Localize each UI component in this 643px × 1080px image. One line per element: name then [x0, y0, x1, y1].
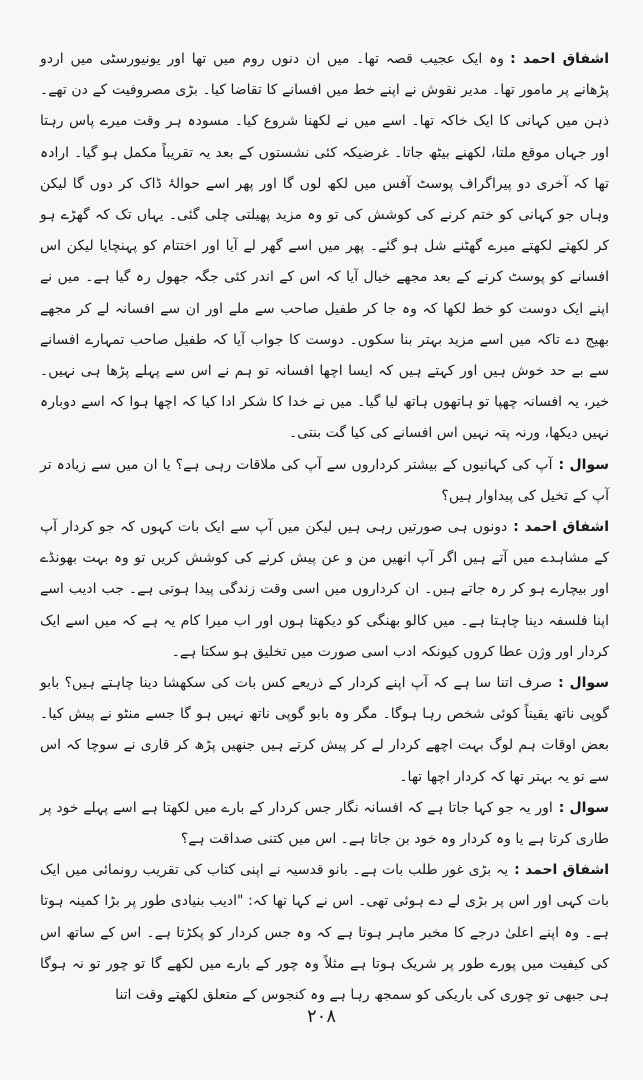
page-number: ۲۰۸: [306, 1006, 336, 1027]
speaker-label: سوال :: [558, 456, 610, 473]
paragraph-2: [40, 450, 609, 512]
paragraph-text: آپ کی کہانیوں کے بیشتر کرداروں سے آپ کی ملاقات رہی ہے؟ یا ان میں سے زیادہ تر آپ کے تخیل کی پیداوار ہیں؟: [40, 456, 609, 504]
paragraph-text: یہ بڑی غور طلب بات ہے۔ بانو قدسیہ نے اپنی کتاب کی تقریب رونمائی میں ایک بات کہی اور اس پر بڑی لے دے ہوئی تھی۔ اس نے کہا تھا کہ: "ادیب بنیادی طور پر بڑا کمینہ ہوتا ہے۔ وہ اپنے اعلیٰ درجے کا مخبر ماہر ہوتا ہے کہ وہ جس کردار کو پکڑتا ہے۔ اس کے ساتھ اس کی کیفیت میں پورے طور پر شریک ہوتا ہے مثلاً وہ چور کے بارے میں لکھے گا تو چور تو نہ ہوگا ہی جبھی تو چوری کی باریکی کو سمجھ رہا ہے وہ کنجوس کے متعلق لکھتے وقت اتنا: [40, 862, 609, 1004]
paragraph-text: دونوں ہی صورتیں رہی ہیں لیکن میں آپ سے ایک بات کہوں کہ جو کردار آپ کے مشاہدے میں آتے ہیں اگر آپ انھیں من و عن پیش کرنے کی کوشش کریں تو وہ بہت بھونڈے اور بیچارے ہو کر رہ جاتے ہیں۔ ان کرداروں میں اسی وقت زندگی پیدا ہوتی ہے۔ جب ادیب اسے اپنا فلسفہ دینا چاہتا ہے۔ میں کالو بھنگی کو دیکھتا ہوں اور اب میرا کام یہ ہے کہ میں اسے ایک کردار اور وژن عطا کروں کیونکہ ادب اسی صورت میں تخلیق ہو سکتا ہے۔: [40, 519, 609, 660]
speaker-label: سوال :: [558, 675, 610, 692]
speaker-label: اشفاق احمد :: [513, 519, 609, 536]
paragraph-1: [40, 44, 609, 450]
paragraph-text: وہ ایک عجیب قصہ تھا۔ میں ان دنوں روم میں تھا اور یونیورسٹی میں اردو پڑھانے پر مامور تھا۔ مدیر نقوش نے اپنے خط میں افسانے کا تقاضا کیا۔ بڑی مصروفیت کے دن تھے۔ ذہن میں کہانی کا ایک خاکہ تھا۔ اسے میں نے لکھنا شروع کیا۔ مسودہ ہر وقت میرے پاس رہتا اور جہاں موقع ملتا، لکھنے بیٹھ جاتا۔ غرضیکہ کئی نشستوں کے بعد یہ تقریباً مکمل ہو گیا۔ ارادہ تھا کہ آخری دو پیراگراف پوسٹ آفس میں لکھ لوں گا اور پھر اسے حوالۂ ڈاک کر دوں گا لیکن وہاں جو کہانی کو ختم کرنے کی کوشش کی تو وہ مزید پھیلتی چلی گئی۔ یہاں تک کہ گھڑے ہو کر لکھتے لکھتے میرے گھٹنے شل ہو گئے۔ پھر میں اسے گھر لے آیا اور اختتام کو پہنچایا لیکن اس افسانے کو پوسٹ کرنے کے بعد مجھے خیال آیا کہ اس کے اندر کئی جگہ جھول رہ گیا ہے۔ میں نے اپنے ایک دوست کو خط لکھا کہ وہ جا کر طفیل صاحب سے ملے اور ان سے افسانہ لے کر مجھے بھیج دے تاکہ میں اسے مزید بہتر بنا سکوں۔ دوست کا جواب آیا کہ طفیل صاحب تمہارے افسانے سے بے حد خوش ہیں اور کہتے ہیں کہ ایسا اچھا افسانہ تو ہم نے اس سے پہلے پڑھا ہی نہیں۔ خیر، یہ افسانہ چھپا تو ہاتھوں ہاتھ لیا گیا۔ میں نے خدا کا شکر ادا کیا کہ اچھا ہوا کہ اسے دوبارہ نہیں دیکھا، ورنہ پتہ نہیں اس افسانے کی کیا گت بنتی۔: [40, 51, 609, 442]
paragraph-text: اور یہ جو کہا جاتا ہے کہ افسانہ نگار جس کردار کے بارے میں لکھتا ہے اسے پہلے خود پر طاری کرتا ہے یا وہ کردار وہ خود بن جاتا ہے۔ اس میں کتنی صداقت ہے؟: [40, 799, 609, 848]
paragraph-6: [40, 855, 609, 1011]
speaker-label: اشفاق احمد :: [510, 51, 609, 67]
speaker-label: سوال :: [558, 799, 609, 816]
paragraph-4: [40, 668, 609, 793]
body-text: [40, 44, 609, 1011]
speaker-label: اشفاق احمد :: [514, 862, 610, 879]
paragraph-5: [40, 793, 609, 855]
paragraph-3: [40, 512, 609, 668]
paragraph-text: صرف اتنا سا ہے کہ آپ اپنے کردار کے ذریعے کس بات کی سکھشا دینا چاہتے ہیں؟ بابو گوپی ناتھ یقیناً کوئی شخص رہا ہوگا۔ مگر وہ بابو گوپی ناتھ نہیں ہو گا جسے منٹو نے پیش کیا۔ بعض اوقات ہم لوگ بہت اچھے کردار لے کر پیش کرتے ہیں جنھیں پڑھ کر قاری نے سوچا کہ اس سے تو یہ بہتر تھا کہ کردار اچھا تھا۔: [40, 675, 609, 785]
